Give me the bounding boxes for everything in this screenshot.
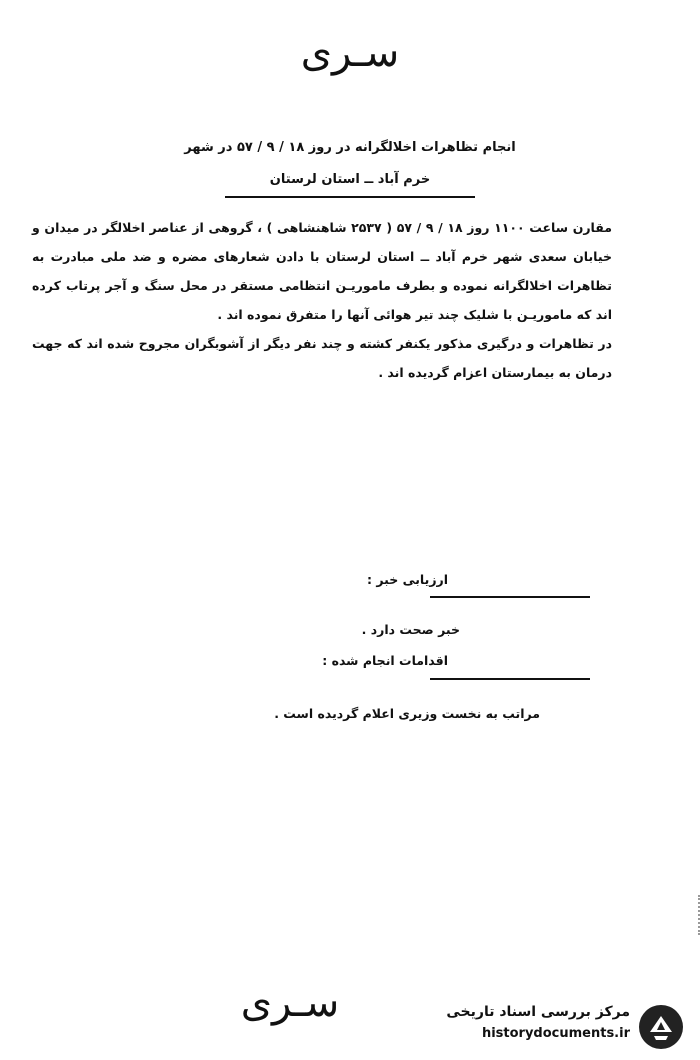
actions-text: مراتب به نخست وزیری اعلام گردیده است . [274,706,540,721]
classification-bottom: سـرى [240,980,340,1026]
assessment-heading: ارزیابی خبر : [367,572,448,587]
margin-mark [692,895,700,935]
document-title: انجام تظاهرات اخلالگرانه در روز ۱۸ / ۹ / ۵۷ در شهر [184,140,516,155]
body-paragraph-2: در تظاهرات و درگیری مذکور یکنفر کشته و چند نفر دیگر از آشوبگران مجروح شده اند که جهت درمان به بیمارستان اعزام گردیده اند . [32,336,612,380]
archive-name: مرکز بررسی اسناد تاریخی [446,1004,630,1020]
subtitle-underline [225,196,475,198]
classification-top: سـرى [300,30,400,76]
assessment-underline [430,596,590,598]
body-paragraph-1: مقارن ساعت ۱۱۰۰ روز ۱۸ / ۹ / ۵۷ ( ۲۵۳۷ شاهنشاهی ) ، گروهی از عناصر اخلالگر در میدان و خیابان سعدی شهر خرم آباد ــ استان لرستان با دادن شعارهای مضره و ضد ملی مبادرت به تظاهرات اخلالگرانه نموده و بطرف ماموریـن انتظامی مستقر در محل سنگ و آجر پرتاب کرده اند که ماموریـن با شلیک چند تیر هوائی آنها را متفرق نموده اند . [32,220,612,322]
actions-underline [430,678,590,680]
actions-heading: اقدامات انجام شده : [322,653,448,668]
archive-watermark [418,1000,690,1055]
assessment-text: خبر صحت دارد . [361,622,460,637]
archive-logo-icon [636,1002,686,1052]
document-subtitle: خرم آباد ــ استان لرستان [269,172,431,187]
archive-url: historydocuments.ir [481,1026,630,1041]
document-body [32,213,612,387]
